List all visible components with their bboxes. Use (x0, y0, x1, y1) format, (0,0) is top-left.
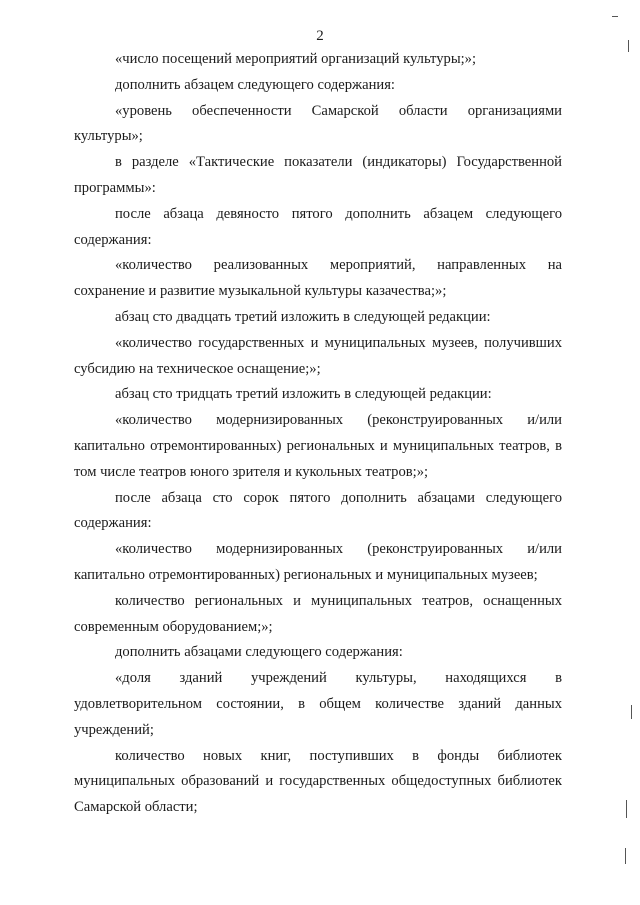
paragraph-15: «доля зданий учреждений культуры, находящихся в удовлетворительном состоянии, в общем количестве зданий данных учреждений; (74, 670, 562, 738)
paragraph-5: после абзаца девяносто пятого дополнить абзацем следующего содержания: (74, 205, 562, 248)
paragraph-8: «количество государственных и муниципальных музеев, получивших субсидию на техническое оснащение;»; (74, 334, 562, 377)
scan-mark-right-2 (631, 705, 632, 719)
scan-mark-top (612, 16, 618, 17)
paragraph-13: количество региональных и муниципальных театров, оснащенных современным оборудованием;»; (74, 592, 562, 635)
scan-mark-right-4 (625, 848, 626, 864)
paragraph-4: в разделе «Тактические показатели (индикаторы) Государственной программы»: (74, 154, 562, 196)
paragraph-14: дополнить абзацами следующего содержания: (115, 644, 403, 661)
paragraph-11: после абзаца сто сорок пятого дополнить абзацами следующего содержания: (74, 489, 562, 532)
paragraph-1: «число посещений мероприятий организаций культуры;»; (115, 51, 477, 67)
paragraph-16: количество новых книг, поступивших в фонды библиотек муниципальных образований и государственных общедоступных библиотек Самарской области; (74, 747, 562, 816)
paragraph-12: «количество модернизированных (реконструированных и/или капитально отремонтированных) региональных и муниципальных музеев; (74, 541, 562, 583)
page-number: 2 (316, 28, 324, 44)
paragraph-3: «уровень обеспеченности Самарской области организациями культуры»; (74, 102, 562, 145)
paragraph-9: абзац сто тридцать третий изложить в следующей редакции: (115, 386, 492, 403)
scan-mark-right-3 (626, 800, 627, 818)
scan-mark-right-1 (628, 40, 629, 52)
paragraph-10: «количество модернизированных (реконструированных и/или капитально отремонтированных) региональных и муниципальных театров, в том числе театров юного зрителя и кукольных театров;»; (74, 412, 562, 480)
document-body (74, 47, 562, 821)
paragraph-6: «количество реализованных мероприятий, направленных на сохранение и развитие музыкальной культуры казачества;»; (74, 257, 562, 300)
paragraph-7: абзац сто двадцать третий изложить в следующей редакции: (115, 308, 491, 325)
paragraph-2: дополнить абзацем следующего содержания: (115, 76, 395, 93)
